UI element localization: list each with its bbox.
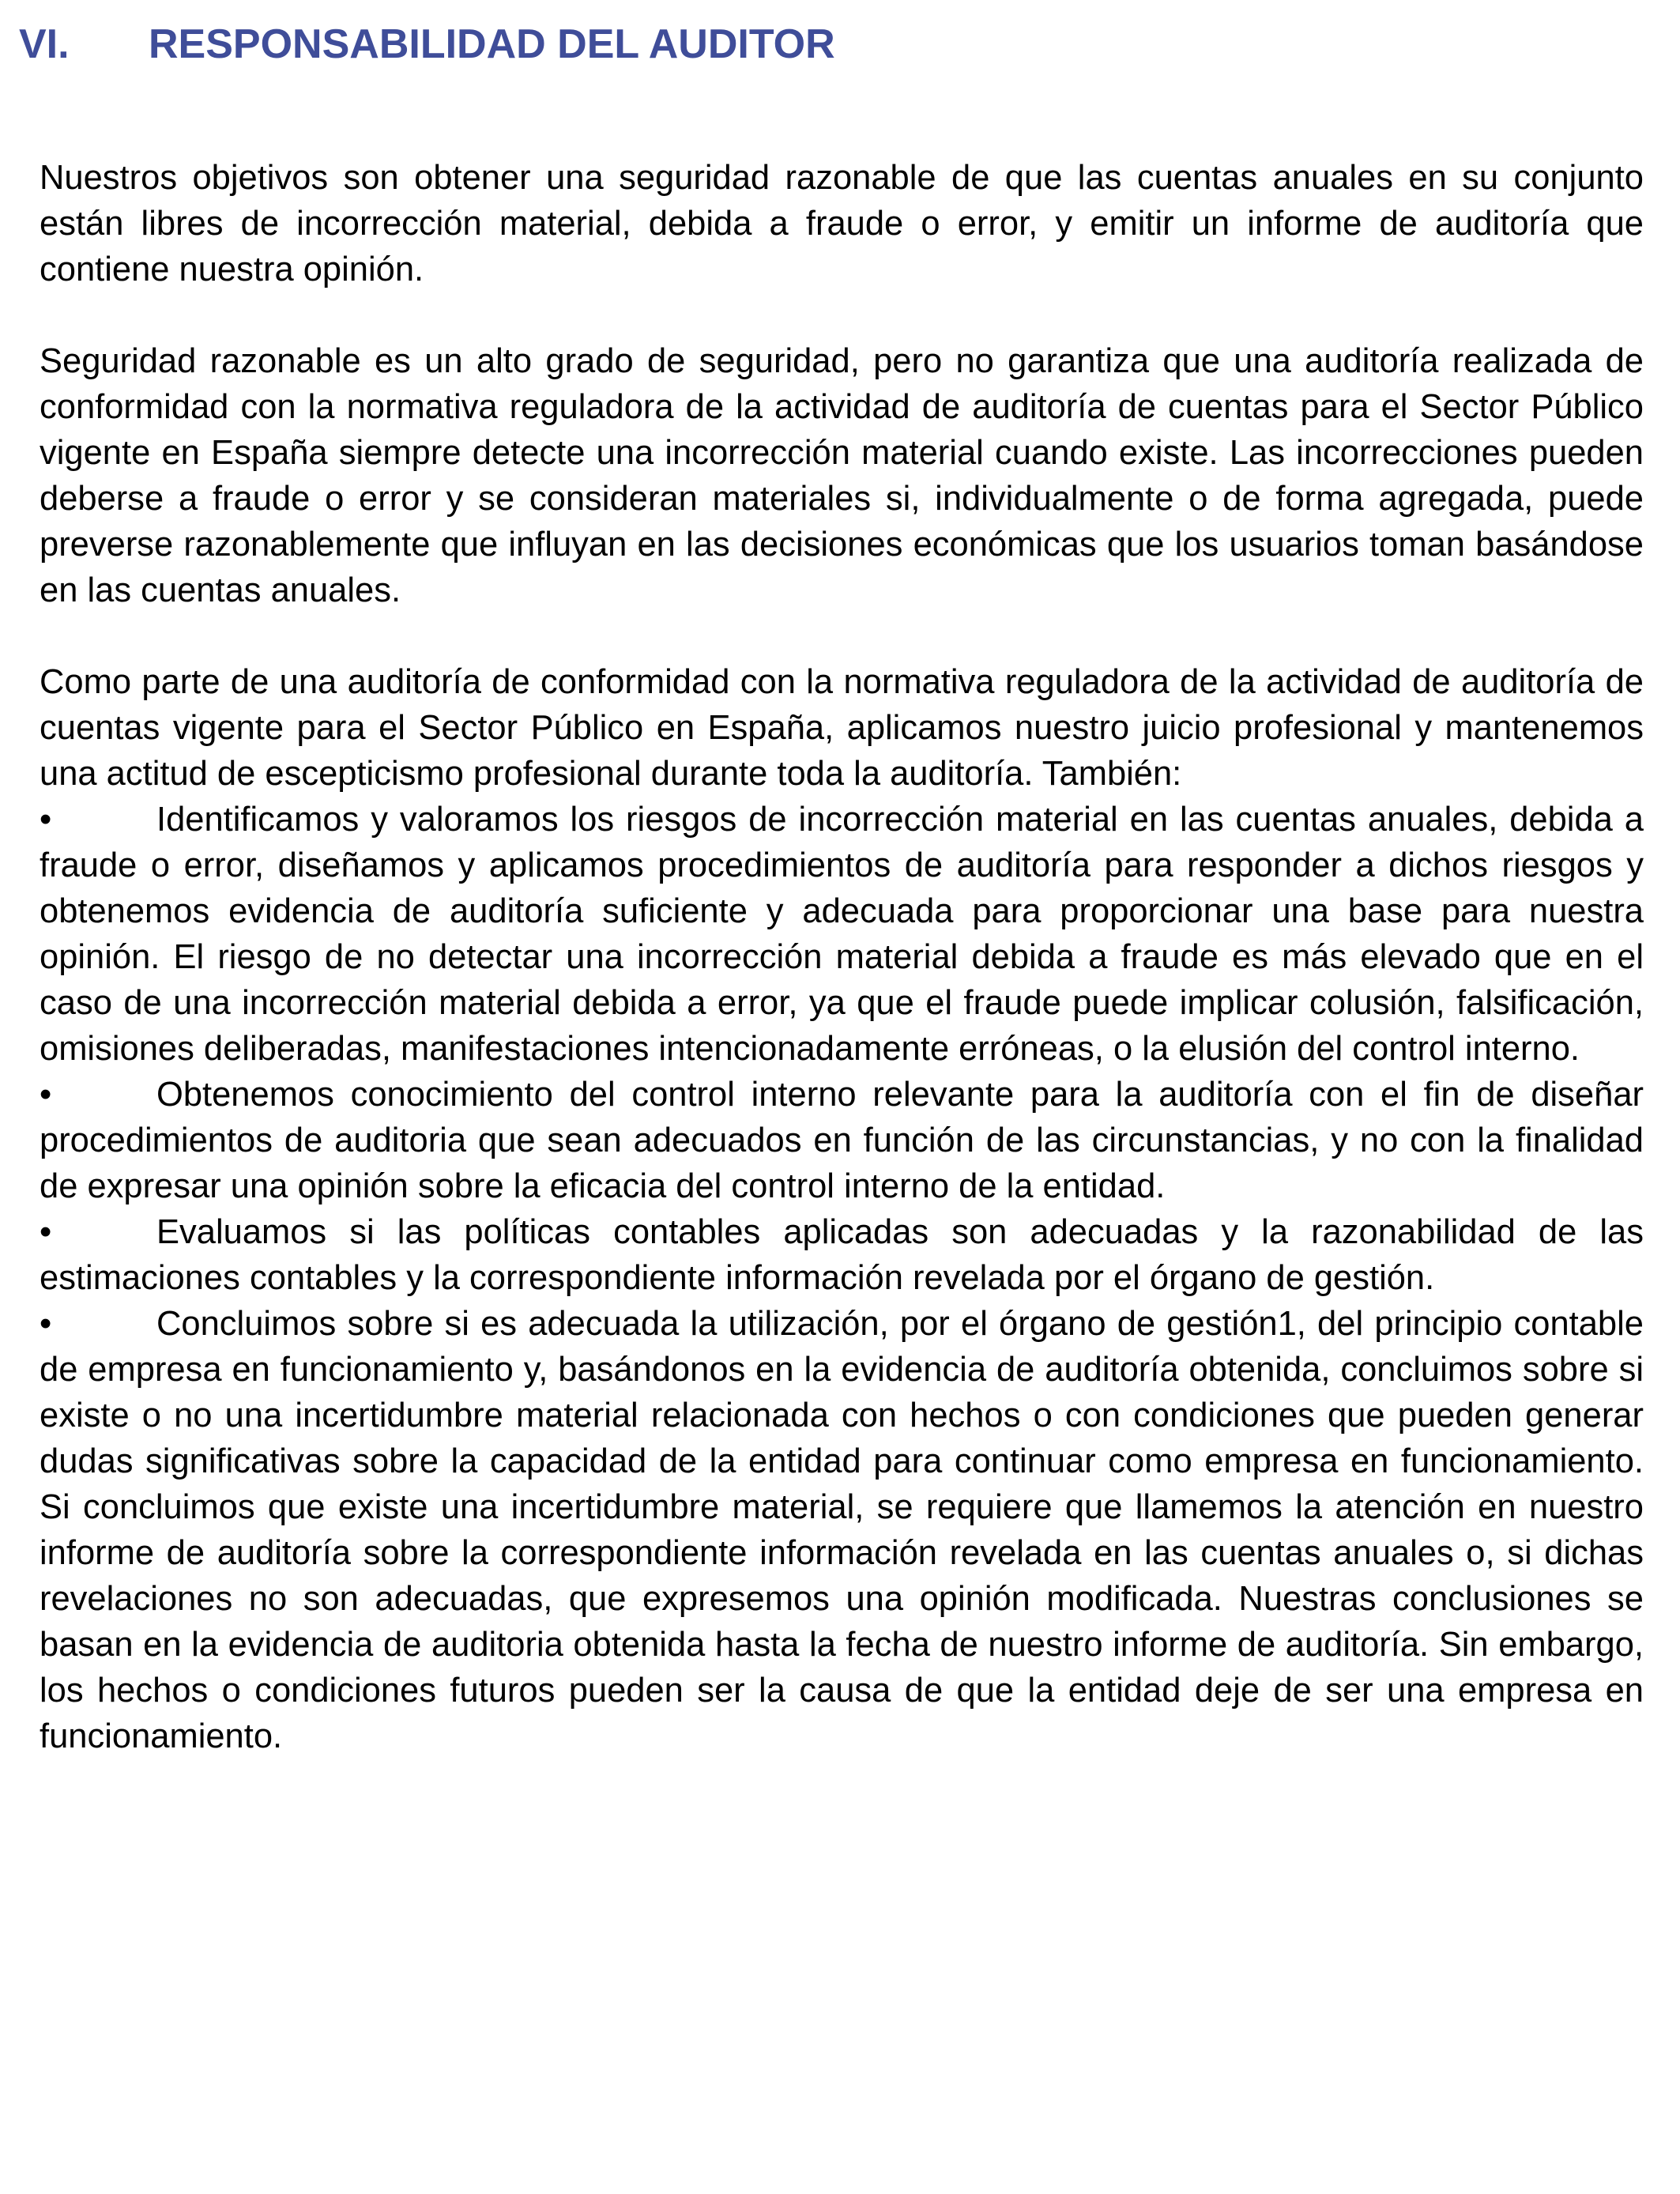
bullet-item-accounting-policies [40,1209,1644,1301]
section-title: RESPONSABILIDAD DEL AUDITOR [149,21,835,67]
bullet-icon: • [40,801,52,839]
bullet-item-internal-control [40,1072,1644,1209]
paragraph-objectives: Nuestros objetivos son obtener una seguridad razonable de que las cuentas anuales en su conjunto están libres de incorrección material, debida a fraude o error, y emitir un informe de auditoría que contiene nuestra opinión. [40,159,1644,288]
document-page [19,16,1644,1759]
bullet-text: Identificamos y valoramos los riesgos de incorrección material en las cuentas anuales, debida a fraude o error, diseñamos y aplicamos procedimientos de auditoría para responder a dichos riesgos y obtenemos evidencia de auditoría suficiente y adecuada para proporcionar una base para nuestra opinión. El riesgo de no detectar una incorrección material debida a fraude es más elevado que en el caso de una incorrección material debida a error, ya que el fraude puede implicar colusión, falsificación, omisiones deliberadas, manifestaciones intencionadamente erróneas, o la elusión del control interno. [40,801,1644,1068]
bullet-text: Obtenemos conocimiento del control interno relevante para la auditoría con el fin de diseñar procedimientos de auditoria que sean adecuados en función de las circunstancias, y no con la finalidad de expresar una opinión sobre la eficacia del control interno de la entidad. [40,1076,1644,1205]
bullet-text: Evaluamos si las políticas contables aplicadas son adecuadas y la razonabilidad de las estimaciones contables y la correspondiente información revelada por el órgano de gestión. [40,1213,1644,1297]
bullet-item-going-concern [40,1301,1644,1759]
paragraph-professional-judgement: Como parte de una auditoría de conformidad con la normativa reguladora de la actividad de auditoría de cuentas vigente para el Sector Público en España, aplicamos nuestro juicio profesional y mantenemos una actitud de escepticismo profesional durante toda la auditoría. También: [40,663,1644,793]
bullet-icon: • [40,1076,52,1114]
section-number: VI. [19,21,70,67]
bullet-icon: • [40,1213,52,1251]
section-heading [19,16,1644,73]
bullet-item-identify-risks [40,797,1644,1072]
paragraph-reasonable-assurance: Seguridad razonable es un alto grado de seguridad, pero no garantiza que una auditoría realizada de conformidad con la normativa reguladora de la actividad de auditoría de cuentas para el Sector Público vigente en España siempre detecte una incorrección material cuando existe. Las incorrecciones pueden deberse a fraude o error y se consideran materiales si, individualmente o de forma agregada, puede preverse razonablemente que influyan en las decisiones económicas que los usuarios toman basándose en las cuentas anuales. [40,342,1644,609]
bullet-text: Concluimos sobre si es adecuada la utilización, por el órgano de gestión1, del principio contable de empresa en funcionamiento y, basándonos en la evidencia de auditoría obtenida, concluimos sobre si existe o no una incertidumbre material relacionada con hechos o con condiciones que pueden generar dudas significativas sobre la capacidad de la entidad para continuar como empresa en funcionamiento. Si concluimos que existe una incertidumbre material, se requiere que llamemos la atención en nuestro informe de auditoría sobre la correspondiente información revelada en las cuentas anuales o, si dichas revelaciones no son adecuadas, que expresemos una opinión modificada. Nuestras conclusiones se basan en la evidencia de auditoria obtenida hasta la fecha de nuestro informe de auditoría. Sin embargo, los hechos o condiciones futuros pueden ser la causa de que la entidad deje de ser una empresa en funcionamiento. [40,1305,1644,1755]
bullet-icon: • [40,1305,52,1343]
